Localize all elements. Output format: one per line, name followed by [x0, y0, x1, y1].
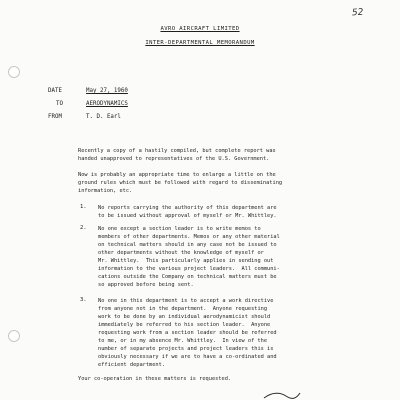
to-row	[48, 101, 128, 107]
item-text: No one in this department is to accept a work directive from anyone not in the department. Anyone requesting work to be done by an individual aerodynamicist should immediately be referred to his section leader. Anyone requesting work from a section leader should be referred to me, or in my absence Mr. Whittley. In view of the number of separate projects and project leaders this is obviously necessary if we are to have a co-ordinated and efficient department.	[98, 298, 277, 368]
memo-type: INTER-DEPARTMENTAL MEMORANDUM	[145, 40, 255, 46]
to-label: TO	[56, 101, 63, 107]
date-value: May 27, 1960	[86, 88, 128, 94]
signature-mark	[262, 390, 302, 400]
item-text: No one except a section leader is to write memos to members of other departments. Memos or any other material on technical matters should in any case not be issued to other departments without the knowledge of myself or Mr. Whittley. This particularly applies in sending out information to the various project leaders. All communi- cations outside the Company on technical matters must be so approved before being sent.	[98, 226, 280, 288]
from-row	[48, 114, 121, 120]
date-label: DATE	[48, 88, 62, 94]
item-number: 2.	[80, 225, 87, 231]
handwritten-page-number: 52	[351, 7, 364, 19]
company-name: AVRO AIRCRAFT LIMITED	[160, 26, 240, 32]
from-label: FROM	[48, 114, 62, 120]
item-text: No reports carrying the authority of this department are to be issued without approval of myself or Mr. Whittley.	[98, 205, 277, 219]
closing-paragraph: Your co-operation in these matters is requested.	[78, 376, 232, 382]
to-value: AERODYNAMICS	[86, 101, 128, 107]
context-paragraph: Now is probably an appropriate time to enlarge a little on the ground rules which must be followed with regard to disseminating information, etc.	[78, 172, 283, 194]
punch-hole	[8, 330, 20, 342]
item-number: 3.	[80, 297, 87, 303]
date-row	[48, 88, 128, 94]
item-number: 1.	[80, 204, 87, 210]
intro-paragraph: Recently a copy of a hastily compiled, but complete report was handed unapproved to representatives of the U.S. Government.	[78, 148, 276, 162]
from-value: T. D. Earl	[86, 114, 121, 120]
punch-hole	[8, 66, 20, 78]
